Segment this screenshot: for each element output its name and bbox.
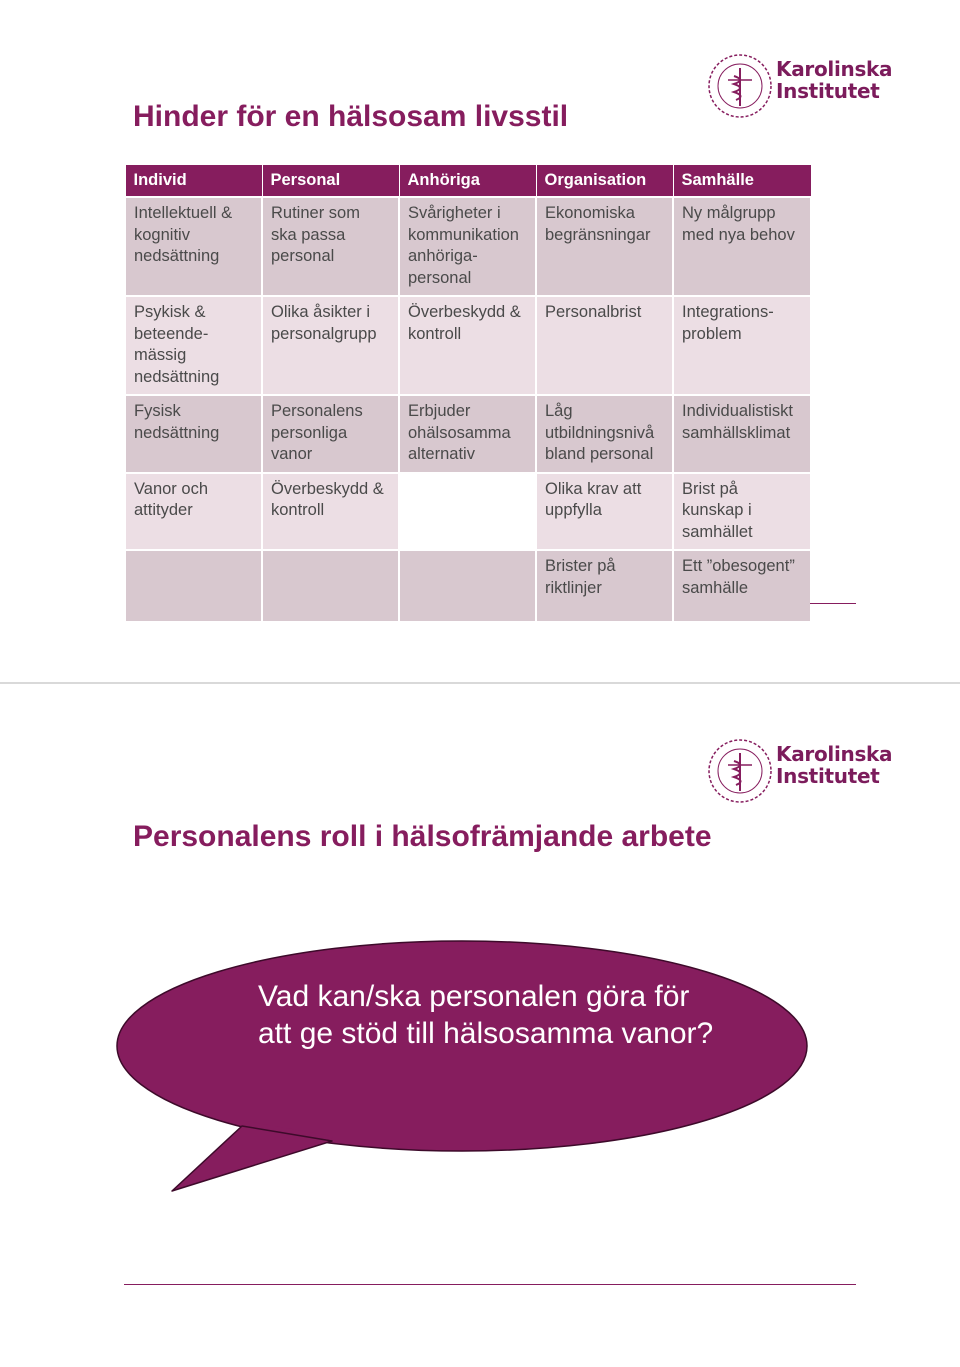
table-cell: Olika åsikter i personalgrupp xyxy=(262,296,399,395)
seal-icon xyxy=(706,735,774,807)
table-cell xyxy=(125,550,262,622)
table-cell xyxy=(262,550,399,622)
bottom-rule xyxy=(124,1284,856,1285)
brand-line-2: Institutet xyxy=(776,764,880,788)
table-row xyxy=(125,550,811,622)
speech-bubble-icon xyxy=(112,936,812,1196)
brand-line-1: Karolinska xyxy=(776,57,893,81)
table-header-row xyxy=(125,165,811,198)
table-cell: Intellektuell & kognitiv nedsättning xyxy=(125,197,262,296)
column-header: Individ xyxy=(125,165,262,198)
slide-2-title: Personalens roll i hälsofrämjande arbete xyxy=(133,820,712,853)
decorative-line xyxy=(810,603,856,604)
brand-name xyxy=(776,743,892,787)
table-cell: Psykisk & beteende-mässig nedsättning xyxy=(125,296,262,395)
table-cell: Brist på kunskap i samhället xyxy=(673,473,811,551)
table-cell: Personalens personliga vanor xyxy=(262,395,399,473)
table-cell xyxy=(399,550,536,622)
table-cell: Ekonomiska begränsningar xyxy=(536,197,673,296)
table-cell: Integrations-problem xyxy=(673,296,811,395)
column-header: Organisation xyxy=(536,165,673,198)
barriers-table xyxy=(124,164,812,623)
slide-1-title: Hinder för en hälsosam livsstil xyxy=(133,100,569,133)
bubble-question: Vad kan/ska personalen göra för att ge stöd till hälsosamma vanor? xyxy=(258,980,714,1050)
seal-icon xyxy=(706,50,774,122)
brand-line-2: Institutet xyxy=(776,79,880,103)
table-cell: Rutiner som ska passa personal xyxy=(262,197,399,296)
table-cell: Överbeskydd & kontroll xyxy=(399,296,536,395)
speech-bubble xyxy=(112,936,812,1196)
table-cell: Ett ”obesogent” samhälle xyxy=(673,550,811,622)
table-cell: Fysisk nedsättning xyxy=(125,395,262,473)
table-row xyxy=(125,473,811,551)
karolinska-logo xyxy=(706,50,893,122)
brand-line-1: Karolinska xyxy=(776,742,893,766)
table-row xyxy=(125,296,811,395)
table-row xyxy=(125,197,811,296)
table-cell: Överbeskydd & kontroll xyxy=(262,473,399,551)
table-cell: Individualistiskt samhällsklimat xyxy=(673,395,811,473)
column-header: Anhöriga xyxy=(399,165,536,198)
table-cell: Låg utbildningsnivå bland personal xyxy=(536,395,673,473)
karolinska-logo xyxy=(706,735,893,807)
column-header: Samhälle xyxy=(673,165,811,198)
brand-name xyxy=(776,58,892,102)
table-cell: Vanor och attityder xyxy=(125,473,262,551)
table-cell: Olika krav att uppfylla xyxy=(536,473,673,551)
table-cell xyxy=(399,473,536,551)
table-row xyxy=(125,395,811,473)
table-cell: Brister på riktlinjer xyxy=(536,550,673,622)
column-header: Personal xyxy=(262,165,399,198)
table-cell: Ny målgrupp med nya behov xyxy=(673,197,811,296)
table-cell: Erbjuder ohälsosamma alternativ xyxy=(399,395,536,473)
table-cell: Personalbrist xyxy=(536,296,673,395)
table-cell: Svårigheter i kommunikation anhöriga-personal xyxy=(399,197,536,296)
